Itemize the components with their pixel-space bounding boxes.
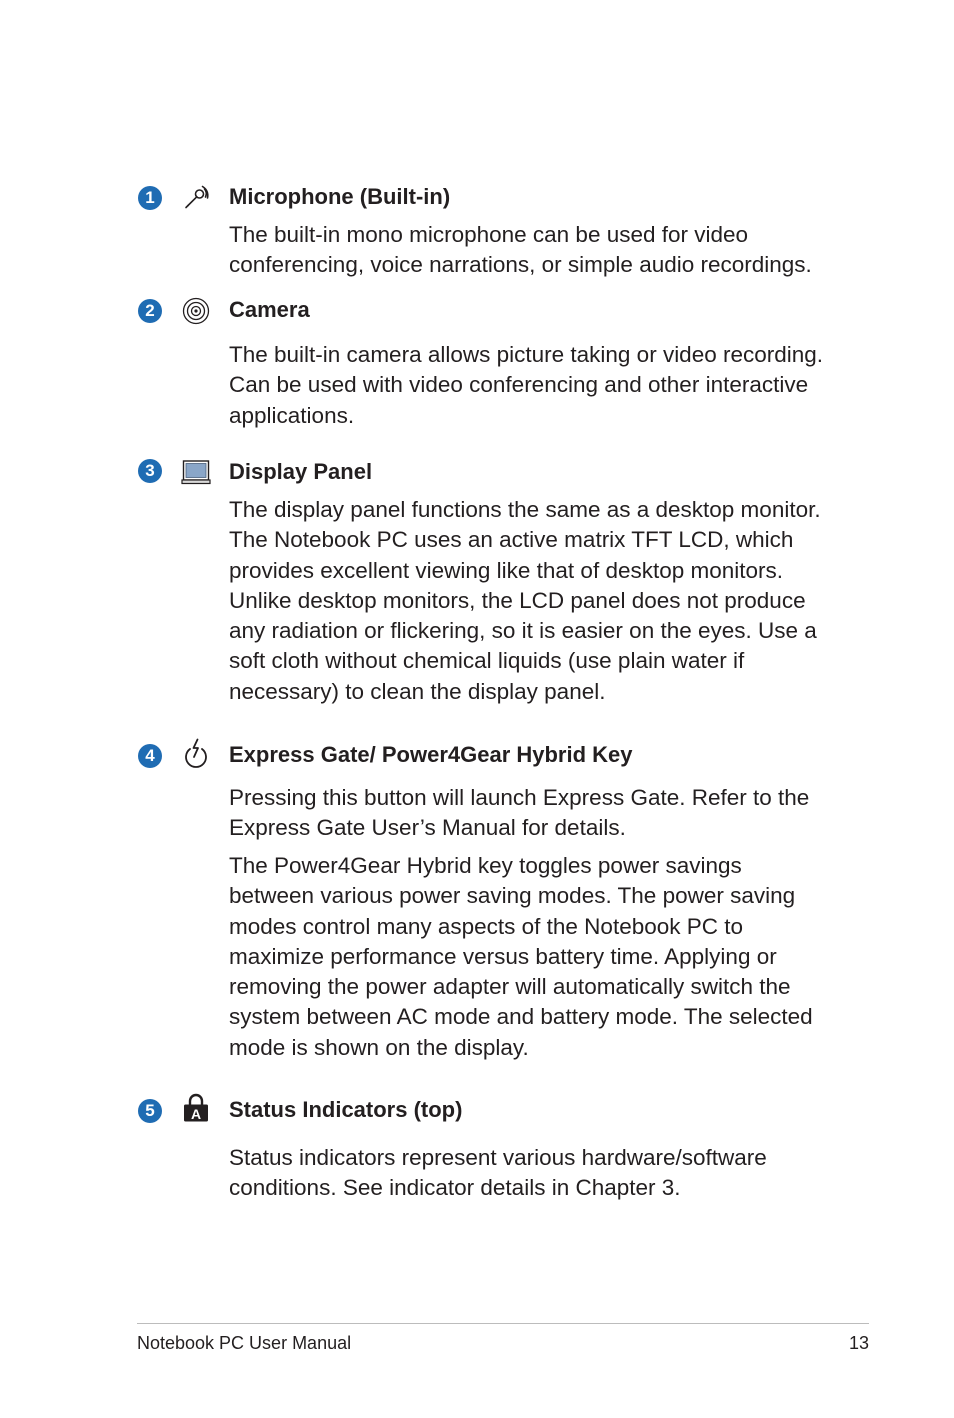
camera-icon	[181, 296, 211, 326]
item-description: The built-in mono microphone can be used for video conferencing, voice narrations, or simple audio recordings.	[229, 222, 812, 278]
item-description: Status indicators represent various hardware/software conditions. See indicator details in Chapter 3.	[229, 1145, 767, 1201]
lock-icon-letter: A	[190, 1106, 202, 1122]
item-heading: Display Panel	[229, 459, 373, 484]
item-heading: Status Indicators (top)	[229, 1097, 463, 1122]
item-number-badge: 2	[138, 299, 162, 323]
item-number-badge: 5	[138, 1099, 162, 1123]
item-heading: Express Gate/ Power4Gear Hybrid Key	[229, 742, 633, 767]
item-number-badge: 4	[138, 744, 162, 768]
item-heading: Microphone (Built-in)	[229, 184, 451, 209]
footer-title: Notebook PC User Manual	[137, 1333, 352, 1353]
page-number: 13	[848, 1333, 869, 1353]
status-lock-icon	[181, 1092, 211, 1122]
item-description: The display panel functions the same as a desktop monitor. The Notebook PC uses an active matrix TFT LCD, which provides excellent viewing like that of desktop monitors. Unlike desktop monitors, the LCD panel does not produce any radiation or flickering, so it is easier on the eyes. Use a soft cloth without chemical liquids (use plain water if necessary) to clean the display panel.	[229, 497, 821, 704]
item-heading: Camera	[229, 297, 310, 322]
item-description: The built-in camera allows picture taking or video recording. Can be used with video conferencing and other interactive applications.	[229, 342, 824, 428]
power-hybrid-key-icon	[181, 738, 211, 768]
item-description: The Power4Gear Hybrid key toggles power savings between various power saving modes. The power saving modes control many aspects of the Notebook PC to maximize performance versus battery time. Applying or removing the power adapter will automatically switch the system between AC mode and battery mode. The selected mode is shown on the display.	[229, 853, 813, 1060]
item-description: Pressing this button will launch Express Gate. Refer to the Express Gate User’s Manual for details.	[229, 785, 810, 841]
footer-divider	[137, 1323, 869, 1324]
display-panel-icon	[181, 457, 211, 487]
microphone-icon	[181, 183, 211, 213]
item-number-badge: 3	[138, 459, 162, 483]
item-number-badge: 1	[138, 186, 162, 210]
